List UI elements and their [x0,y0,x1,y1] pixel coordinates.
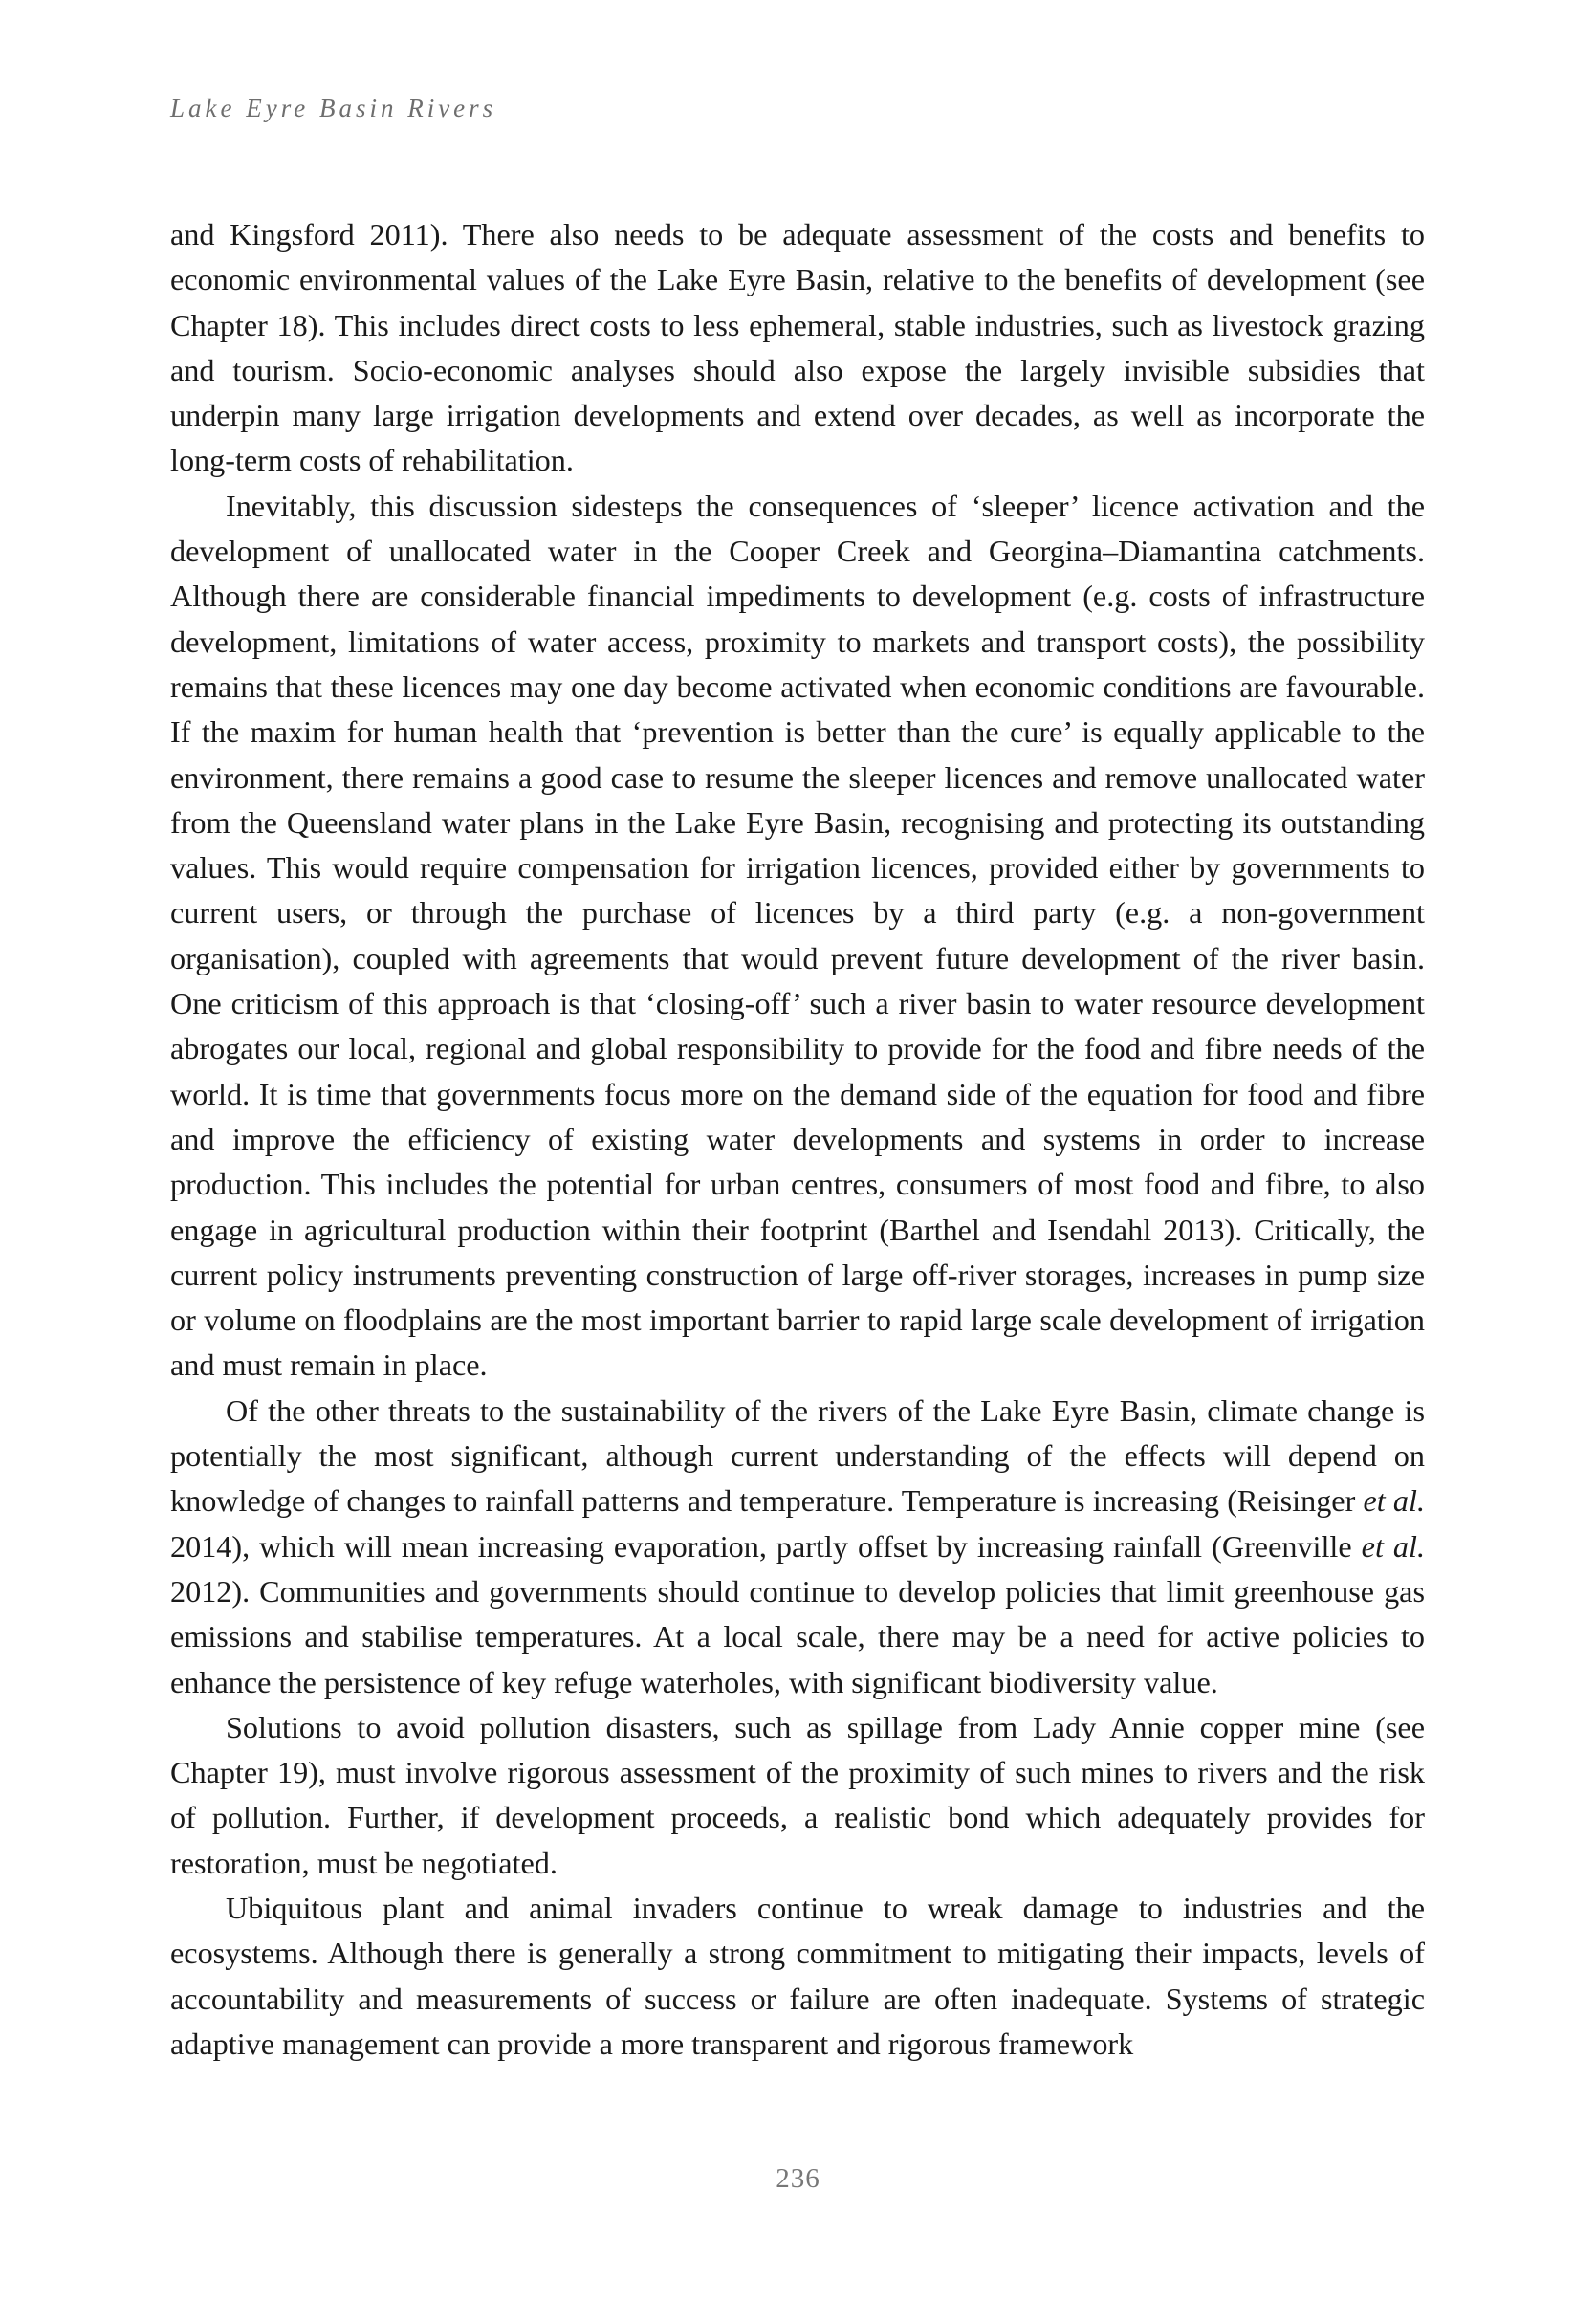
page-number: 236 [776,2163,820,2194]
paragraph-1 [170,212,1425,484]
paragraph-2 [170,484,1425,1389]
paragraph-3-citation-etal-1: et al. [1363,1483,1426,1519]
paragraph-2-text: Inevitably, this discussion sidesteps the consequences of ‘sleeper’ licence activation and the development of unallocated water in the Cooper Creek and Georgina–Diamantina catchments. Although there are considerable financial impediments to development (e.g. costs of infrastructure development, limitations of water access, proximity to markets and transport costs), the possibility remains that these licences may one day become activated when economic conditions are favourable. If the maxim for human health that ‘prevention is better than the cure’ is equally applicable to the environment, there remains a good case to resume the sleeper licences and remove unallocated water from the Queensland water plans in the Lake Eyre Basin, recognising and protecting its outstanding values. This would require compensation for irrigation licences, provided either by governments to current users, or through the purchase of licences by a third party (e.g. a non-government organisation), coupled with agreements that would prevent future development of the river basin. One criticism of this approach is that ‘closing-off’ such a river basin to water resource development abrogates our local, regional and global responsibility to provide for the food and fibre needs of the world. It is time that governments focus more on the demand side of the equation for food and fibre and improve the efficiency of existing water developments and systems in order to increase production. This includes the potential for urban centres, consumers of most food and fibre, to also engage in agricultural production within their footprint (Barthel and Isendahl 2013). Critically, the current policy instruments preventing construction of large off-river storages, increases in pump size or volume on floodplains are the most important barrier to rapid large scale development of irrigation and must remain in place. [170,488,1425,1383]
paragraph-3-citation-etal-2: et al. [1361,1528,1425,1564]
paragraph-3-text-c: 2012). Communities and governments should continue to develop policies that limit greenhouse gas emissions and stabilise temperatures. At a local scale, there may be a need for active policies to enhance the persistence of key refuge waterholes, with significant biodiversity value. [170,1573,1425,1699]
paragraph-4 [170,1705,1425,1886]
paragraph-3-text-a: Of the other threats to the sustainability of the rivers of the Lake Eyre Basin, climate change is potentially the most significant, although current understanding of the effects will depend on knowledge of changes to rainfall patterns and temperature. Temperature is increasing (Reisinger [170,1392,1425,1519]
paragraph-3-text-b: 2014), which will mean increasing evaporation, partly offset by increasing rainfall (Greenville [170,1528,1362,1564]
paragraph-4-text: Solutions to avoid pollution disasters, such as spillage from Lady Annie copper mine (see Chapter 19), must involve rigorous assessment of the proximity of such mines to rivers and the risk of pollution. Further, if development proceeds, a realistic bond which adequately provides for restoration, must be negotiated. [170,1709,1425,1880]
paragraph-1-text: and Kingsford 2011). There also needs to be adequate assessment of the costs and benefits to economic environmental values of the Lake Eyre Basin, relative to the benefits of development (see Chapter 18). This includes direct costs to less ephemeral, stable industries, such as livestock grazing and tourism. Socio-economic analyses should also expose the largely invisible subsidies that underpin many large irrigation developments and extend over decades, as well as incorporate the long-term costs of rehabilitation. [170,217,1425,478]
running-head-title: Lake Eyre Basin Rivers [170,94,497,122]
body-text [170,212,1425,2067]
paragraph-5 [170,1886,1425,2067]
paragraph-5-text: Ubiquitous plant and animal invaders continue to wreak damage to industries and the ecosystems. Although there is generally a strong commitment to mitigating their impacts, levels of accountability and measurements of success or failure are often inadequate. Systems of strategic adaptive management can provide a more transparent and rigorous framework [170,1890,1425,2061]
paragraph-3 [170,1389,1425,1705]
